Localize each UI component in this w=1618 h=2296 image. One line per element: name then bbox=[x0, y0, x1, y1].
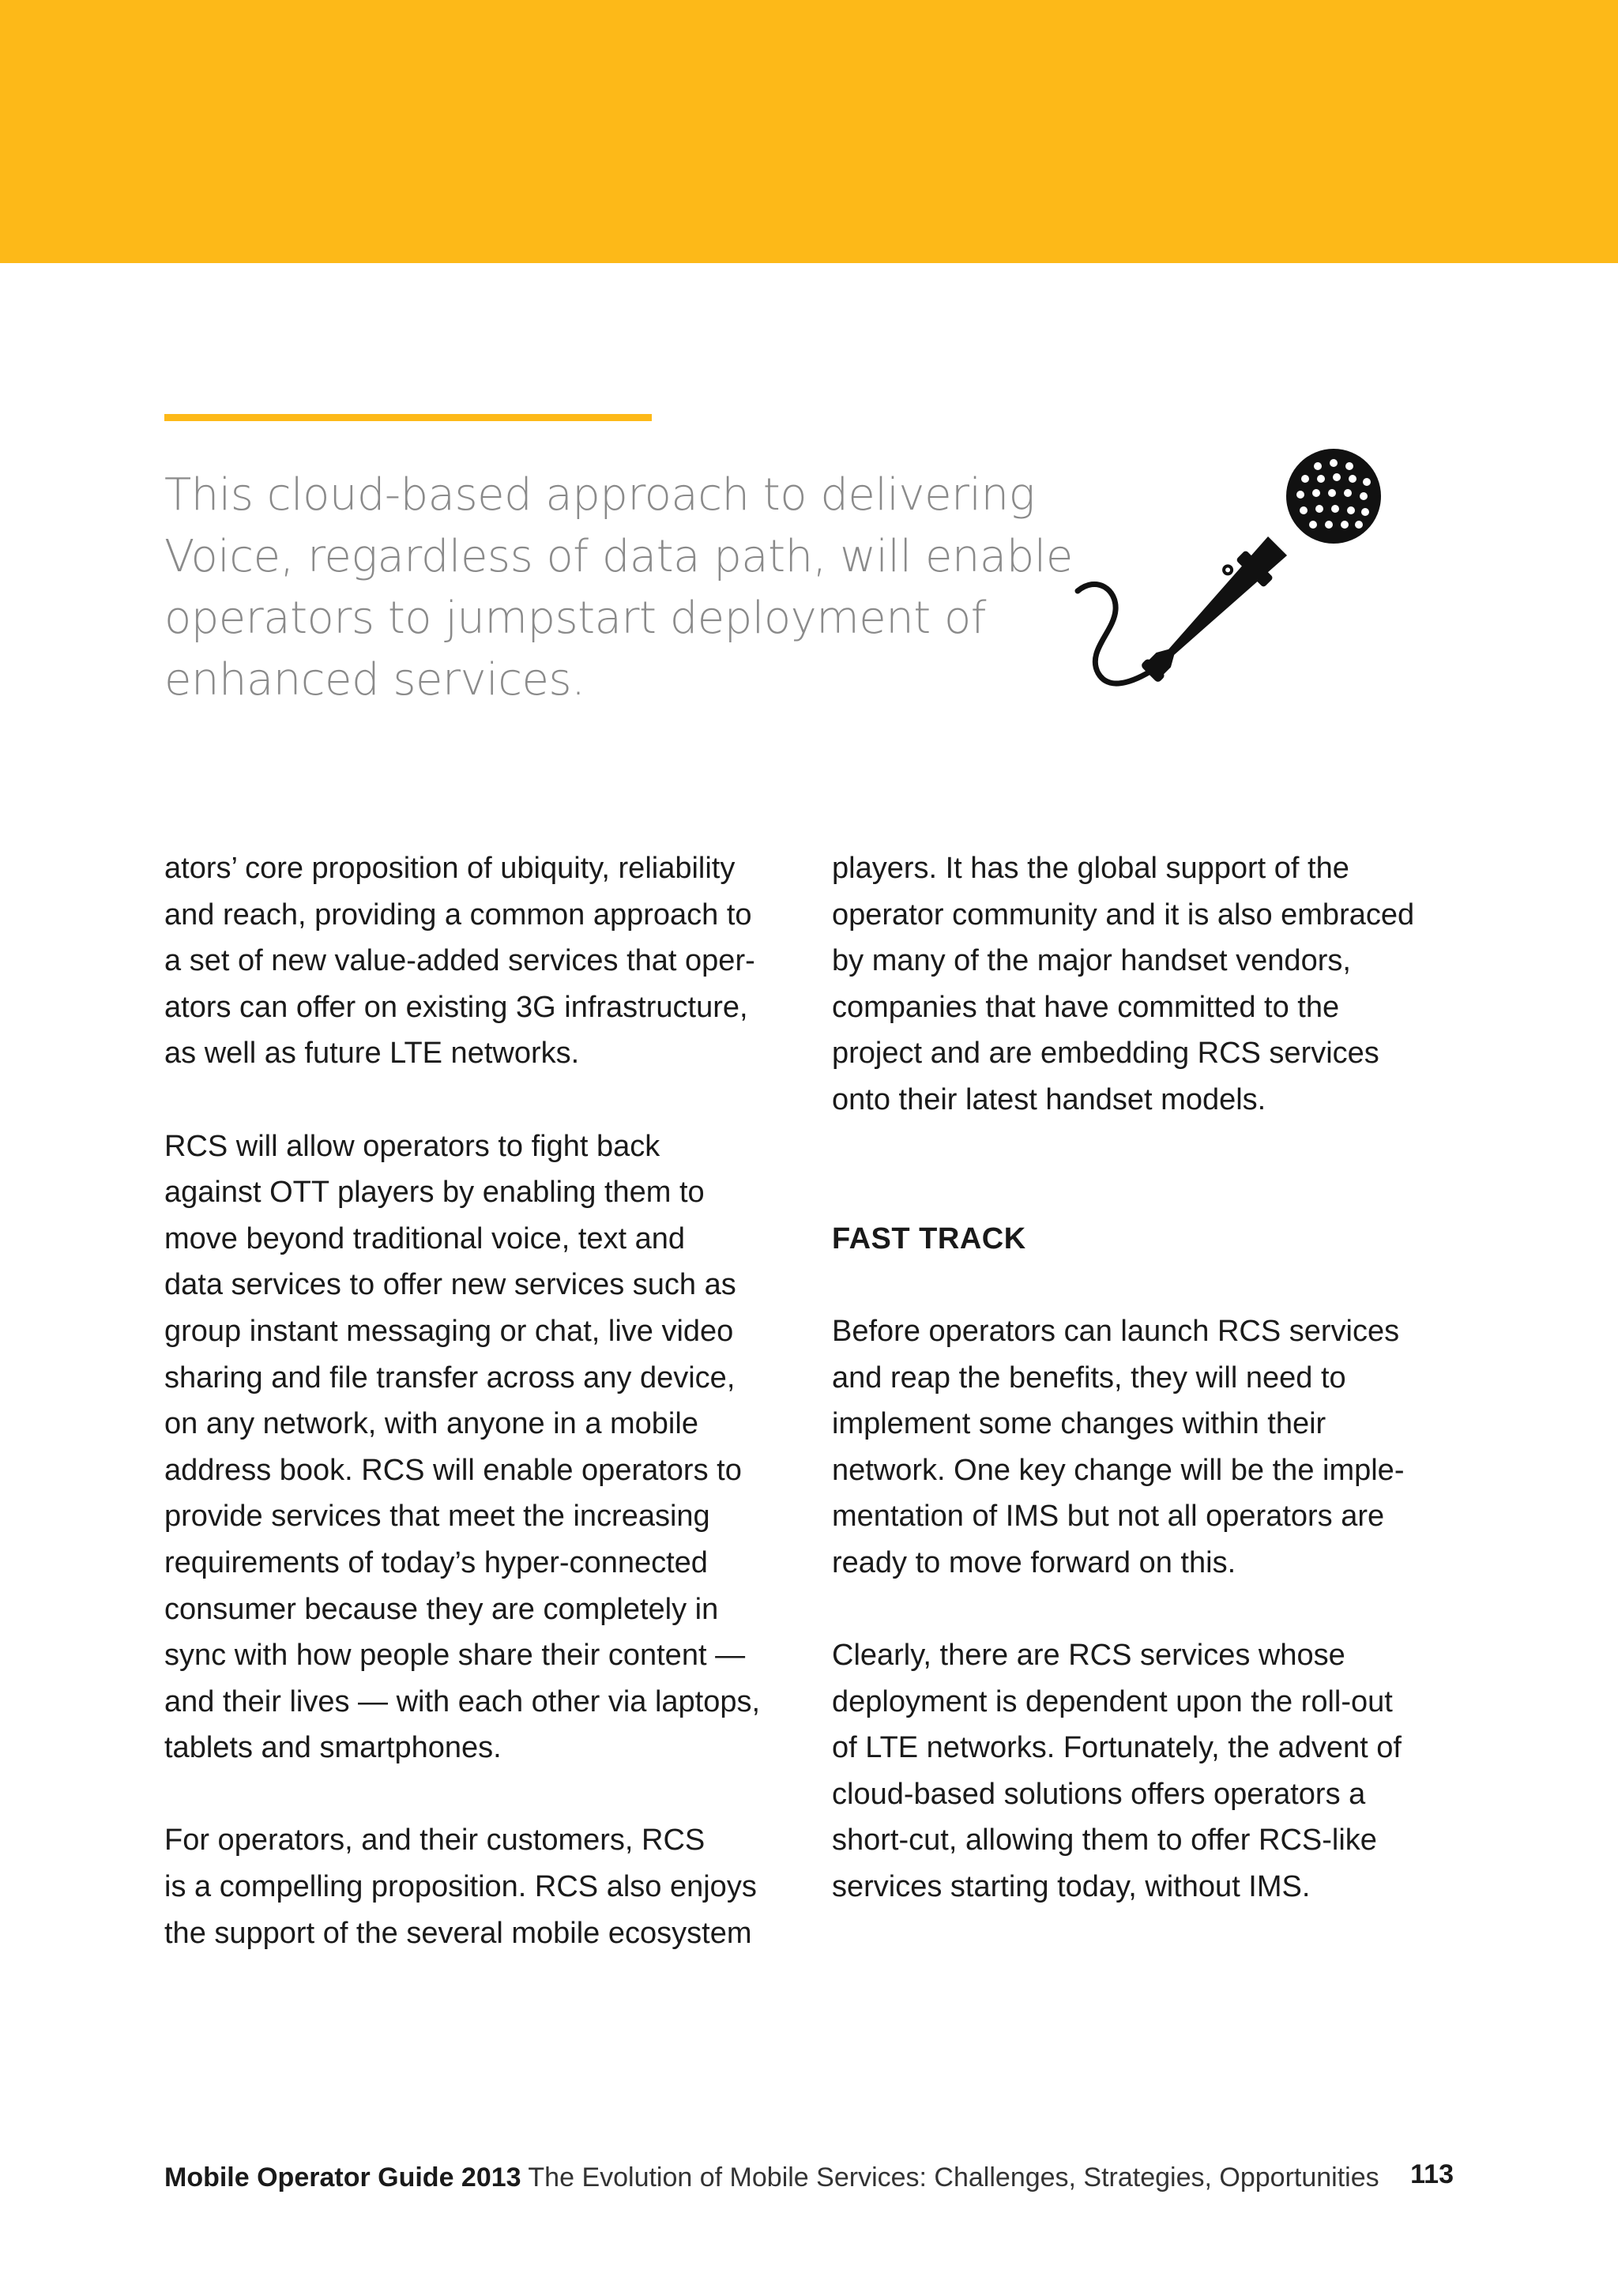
footer-subtitle: The Evolution of Mobile Services: Challenges, Strategies, Opportunities bbox=[528, 2162, 1379, 2192]
pull-quote-line: This cloud-based approach to delivering bbox=[164, 469, 1035, 521]
text-line: tablets and smartphones. bbox=[164, 1731, 502, 1765]
text-line: network. One key change will be the imple- bbox=[832, 1453, 1405, 1487]
text-line: players. It has the global support of the bbox=[832, 852, 1349, 885]
pull-quote-rule bbox=[164, 414, 652, 421]
text-line: deployment is dependent upon the roll-out bbox=[832, 1684, 1393, 1718]
text-line: implement some changes within their bbox=[832, 1407, 1326, 1441]
text-line: cloud-based solutions offers operators a bbox=[832, 1777, 1366, 1811]
text-line: on any network, with anyone in a mobile bbox=[164, 1407, 698, 1441]
text-line: Before operators can launch RCS services bbox=[832, 1314, 1400, 1348]
text-line: provide services that meet the increasing bbox=[164, 1500, 710, 1534]
page-footer bbox=[164, 2157, 1454, 2198]
text-line: and reach, providing a common approach to bbox=[164, 898, 752, 932]
body-paragraph bbox=[164, 1817, 796, 1956]
text-line: companies that have committed to the bbox=[832, 990, 1340, 1024]
pull-quote bbox=[164, 465, 1073, 711]
text-line: move beyond traditional voice, text and bbox=[164, 1221, 686, 1255]
text-line: services starting today, without IMS. bbox=[832, 1870, 1311, 1904]
text-line: mentation of IMS but not all operators are bbox=[832, 1500, 1385, 1534]
text-line: project and are embedding RCS services bbox=[832, 1037, 1379, 1071]
footer-brand: Mobile Operator Guide 2013 bbox=[164, 2162, 521, 2192]
text-line: by many of the major handset vendors, bbox=[832, 944, 1351, 978]
text-line: ators’ core proposition of ubiquity, reliability bbox=[164, 852, 736, 885]
text-line: For operators, and their customers, RCS bbox=[164, 1824, 706, 1858]
header-band bbox=[0, 0, 1618, 263]
text-line: sync with how people share their content — bbox=[164, 1639, 746, 1673]
text-line: a set of new value-added services that oper- bbox=[164, 944, 755, 978]
text-line: requirements of today’s hyper-connected bbox=[164, 1545, 708, 1579]
body-paragraph bbox=[832, 1308, 1464, 1586]
text-line: operator community and it is also embraced bbox=[832, 898, 1415, 932]
text-line: data services to offer new services such as bbox=[164, 1268, 736, 1302]
text-line: RCS will allow operators to fight back bbox=[164, 1129, 660, 1163]
text-line: consumer because they are completely in bbox=[164, 1592, 719, 1626]
body-paragraph bbox=[164, 1124, 796, 1771]
text-line: the support of the several mobile ecosystem bbox=[164, 1916, 752, 1950]
text-line: Clearly, there are RCS services whose bbox=[832, 1639, 1345, 1673]
body-paragraph bbox=[164, 845, 796, 1077]
text-line: short-cut, allowing them to offer RCS-like bbox=[832, 1824, 1377, 1858]
text-line: ready to move forward on this. bbox=[832, 1545, 1236, 1579]
text-line: as well as future LTE networks. bbox=[164, 1037, 580, 1071]
text-line: ators can offer on existing 3G infrastructure, bbox=[164, 990, 748, 1024]
text-line: onto their latest handset models. bbox=[832, 1082, 1266, 1116]
text-line: group instant messaging or chat, live video bbox=[164, 1314, 734, 1348]
microphone-icon bbox=[1067, 442, 1398, 711]
page-number: 113 bbox=[1410, 2159, 1454, 2189]
body-paragraph bbox=[832, 1632, 1464, 1910]
pull-quote-line: enhanced services. bbox=[164, 654, 585, 706]
pull-quote-line: Voice, regardless of data path, will enable bbox=[164, 531, 1073, 582]
text-line: against OTT players by enabling them to bbox=[164, 1176, 705, 1210]
text-line: of LTE networks. Fortunately, the advent of bbox=[832, 1731, 1402, 1765]
text-line: address book. RCS will enable operators to bbox=[164, 1453, 742, 1487]
text-line: and reap the benefits, they will need to bbox=[832, 1361, 1346, 1395]
right-column bbox=[832, 845, 1464, 1956]
text-line: sharing and file transfer across any device, bbox=[164, 1361, 736, 1395]
pull-quote-line: operators to jumpstart deployment of bbox=[164, 593, 986, 644]
section-spacer bbox=[832, 1169, 1464, 1216]
body-paragraph bbox=[832, 845, 1464, 1124]
section-heading: FAST TRACK bbox=[832, 1221, 1026, 1255]
left-column bbox=[164, 845, 796, 2003]
text-line: and their lives — with each other via laptops, bbox=[164, 1684, 761, 1718]
text-line: is a compelling proposition. RCS also enjoys bbox=[164, 1870, 757, 1904]
